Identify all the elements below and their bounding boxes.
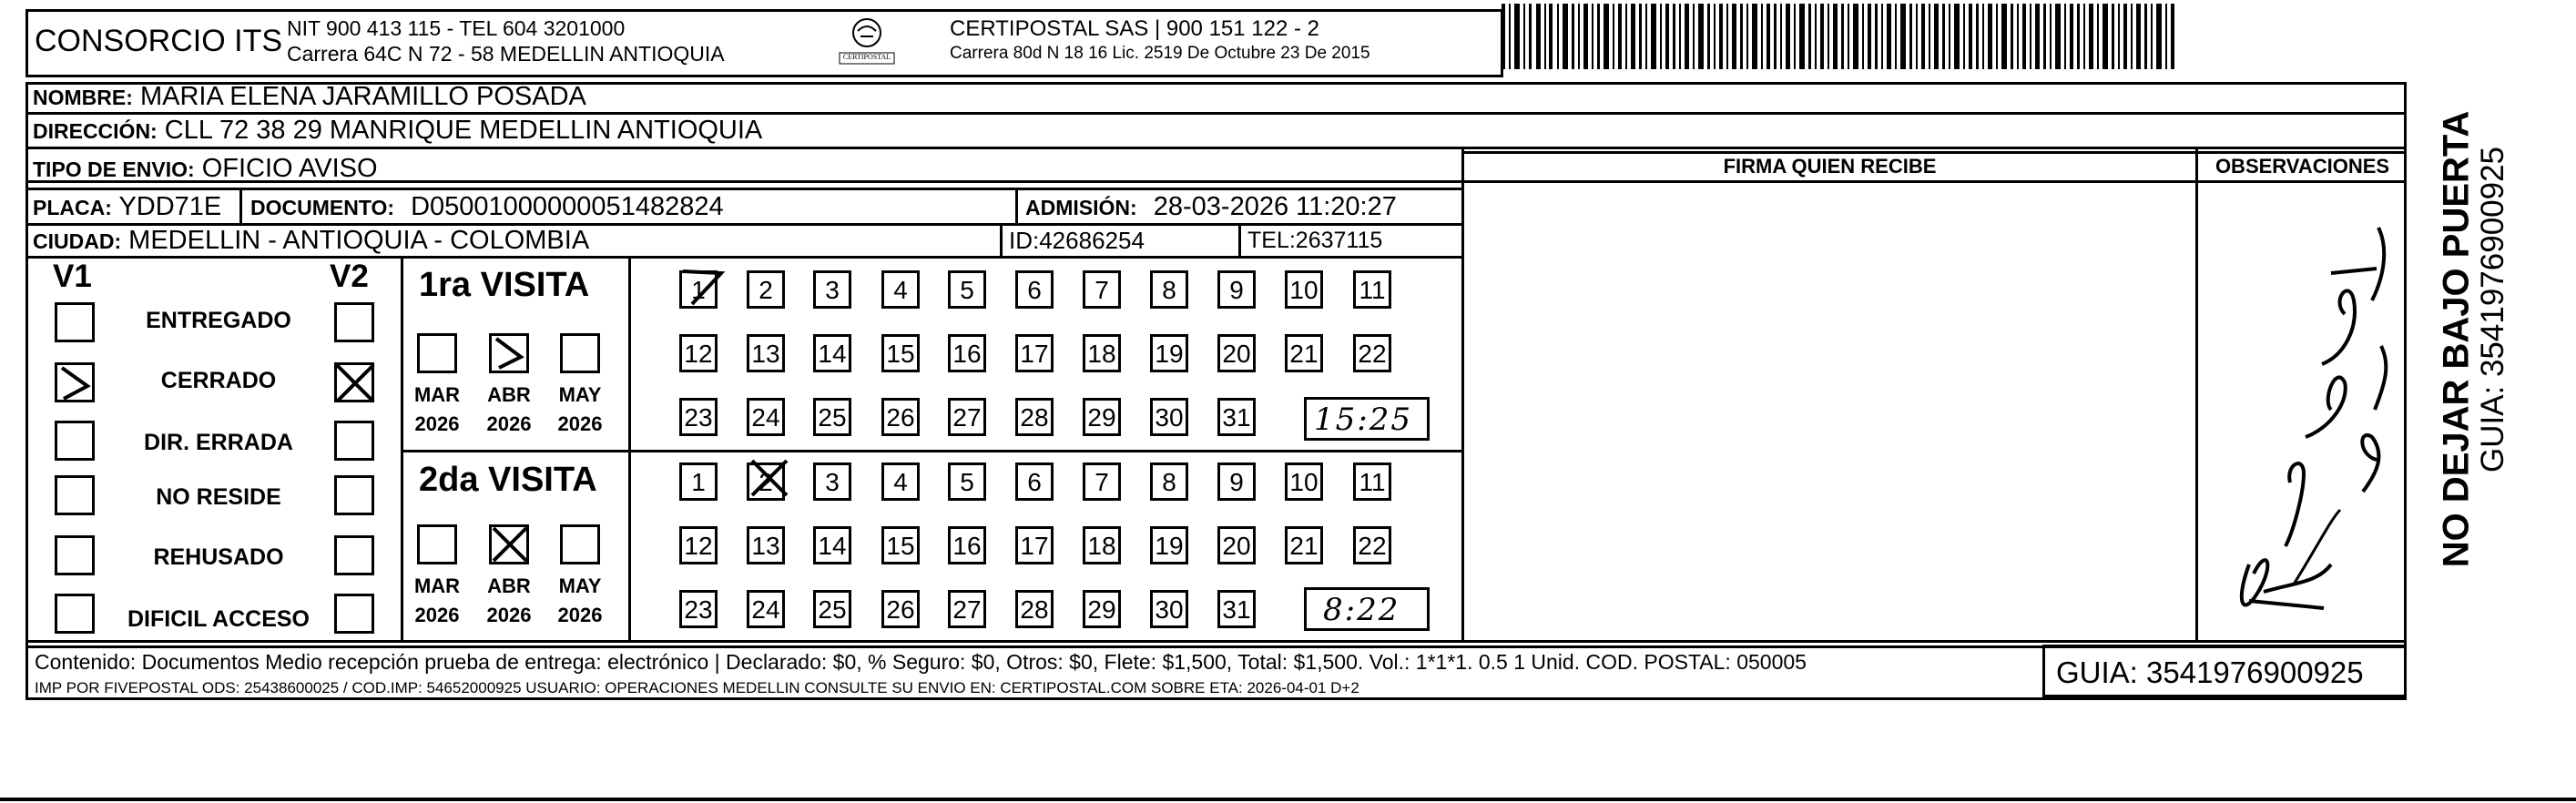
side-text (2411, 100, 2510, 610)
second-visit-month-abr: ABR (487, 574, 531, 597)
second-visit-day-12[interactable]: 12 (679, 526, 718, 564)
side-no-dejar: NO DEJAR BAJO PUERTA (2436, 110, 2477, 568)
ciudad-label: CIUDAD: (33, 229, 122, 253)
bottom-border (0, 798, 2576, 801)
first-visit-day-23[interactable]: 23 (679, 398, 718, 436)
v2-header: V2 (330, 259, 369, 294)
second-visit-day-18[interactable]: 18 (1083, 526, 1121, 564)
direccion-value: CLL 72 38 29 MANRIQUE MEDELLIN ANTIOQUIA (164, 116, 763, 145)
status-label-rehusado: REHUSADO (153, 544, 284, 570)
second-visit-month-mar: MAR (413, 574, 461, 597)
courier-name: CERTIPOSTAL SAS | 900 151 122 - 2 (950, 16, 1319, 41)
second-visit-day-7[interactable]: 7 (1083, 462, 1121, 501)
status-label-dificil-acceso: DIFICIL ACCESO (127, 606, 310, 632)
placa-label: PLACA: (33, 196, 112, 219)
placa-value: YDD71E (118, 192, 222, 221)
tipo-value: OFICIO AVISO (201, 154, 378, 183)
second-visit-day-15[interactable]: 15 (881, 526, 920, 564)
first-visit-year-may: 2026 (557, 412, 603, 435)
nombre-value: MARIA ELENA JARAMILLO POSADA (139, 82, 586, 111)
first-visit-day-7[interactable]: 7 (1083, 270, 1121, 309)
second-visit-day-28[interactable]: 28 (1015, 590, 1054, 628)
second-visit-day-10[interactable]: 10 (1285, 462, 1323, 501)
second-visit-day-16[interactable]: 16 (948, 526, 986, 564)
courier-address: Carrera 80d N 18 16 Lic. 2519 De Octubre 23 De 2015 (950, 44, 1370, 63)
first-visit-day-2[interactable]: 2 (747, 270, 785, 309)
second-visit-day-21[interactable]: 21 (1285, 526, 1323, 564)
second-visit-day-1[interactable]: 1 (679, 462, 718, 501)
status-label-dir-errada: DIR. ERRADA (144, 430, 293, 455)
second-visit-year-may: 2026 (557, 604, 603, 626)
firma-header: FIRMA QUIEN RECIBE (1723, 155, 1937, 178)
first-visit-day-22[interactable]: 22 (1353, 334, 1391, 372)
second-visit-day-23[interactable]: 23 (679, 590, 718, 628)
second-visit-day-4[interactable]: 4 (881, 462, 920, 501)
first-visit-day-14[interactable]: 14 (813, 334, 851, 372)
first-visit-day-29[interactable]: 29 (1083, 398, 1121, 436)
status-label-entregado: ENTREGADO (146, 308, 291, 333)
second-visit-day-3[interactable]: 3 (813, 462, 851, 501)
first-visit-day-16[interactable]: 16 (948, 334, 986, 372)
second-visit-day-27[interactable]: 27 (948, 590, 986, 628)
second-visit-title: 2da VISITA (419, 461, 597, 499)
second-visit-day-19[interactable]: 19 (1150, 526, 1188, 564)
first-visit-day-5[interactable]: 5 (948, 270, 986, 309)
second-visit-day-2[interactable]: 2 (747, 462, 785, 501)
status-label-no-reside: NO RESIDE (156, 484, 281, 510)
documento-label: DOCUMENTO: (250, 196, 395, 219)
first-visit-day-24[interactable]: 24 (747, 398, 785, 436)
second-visit-day-25[interactable]: 25 (813, 590, 851, 628)
first-visit-day-6[interactable]: 6 (1015, 270, 1054, 309)
second-visit-day-30[interactable]: 30 (1150, 590, 1188, 628)
first-visit-day-13[interactable]: 13 (747, 334, 785, 372)
first-visit-day-28[interactable]: 28 (1015, 398, 1054, 436)
footer-guia: GUIA: 3541976900925 (2056, 656, 2364, 689)
first-visit-day-12[interactable]: 12 (679, 334, 718, 372)
admision-label: ADMISIÓN: (1025, 196, 1137, 219)
documento-value: D05001000000051482824 (411, 192, 724, 221)
footer-contenido: Contenido: Documentos Medio recepción prueba de entrega: electrónico | Declarado: $0, % Seguro: $0, Otros: $0, Flete: $1,500, Total: $1,500. Vol.: 1*1*1. 0.5 1 Unid. COD. POSTAL: 050005 (35, 650, 1807, 674)
second-visit-day-24[interactable]: 24 (747, 590, 785, 628)
first-visit-day-8[interactable]: 8 (1150, 270, 1188, 309)
first-visit-day-4[interactable]: 4 (881, 270, 920, 309)
company-name: CONSORCIO ITS (35, 24, 283, 58)
company-nit: NIT 900 413 115 - TEL 604 3201000 (287, 16, 626, 40)
first-visit-day-26[interactable]: 26 (881, 398, 920, 436)
first-visit-day-15[interactable]: 15 (881, 334, 920, 372)
second-visit-day-26[interactable]: 26 (881, 590, 920, 628)
certipostal-logo: CERTIPOSTAL (830, 15, 903, 69)
first-visit-title: 1ra VISITA (419, 266, 590, 304)
first-visit-time: 15:25 (1314, 402, 1412, 438)
second-visit-day-8[interactable]: 8 (1150, 462, 1188, 501)
tel-cell: TEL:2637115 (1247, 228, 1383, 253)
first-visit-day-19[interactable]: 19 (1150, 334, 1188, 372)
second-visit-day-11[interactable]: 11 (1353, 462, 1391, 501)
first-visit-day-11[interactable]: 11 (1353, 270, 1391, 309)
first-visit-day-21[interactable]: 21 (1285, 334, 1323, 372)
first-visit-day-17[interactable]: 17 (1015, 334, 1054, 372)
first-visit-day-20[interactable]: 20 (1217, 334, 1256, 372)
second-visit-time: 8:22 (1323, 592, 1400, 628)
first-visit-day-31[interactable]: 31 (1217, 398, 1256, 436)
admision-value: 28-03-2026 11:20:27 (1153, 192, 1397, 221)
tipo-label: TIPO DE ENVIO: (33, 158, 195, 181)
id-cell: ID:42686254 (1009, 227, 1145, 254)
first-visit-month-may: MAY (558, 383, 602, 406)
company-address: Carrera 64C N 72 - 58 MEDELLIN ANTIOQUIA (287, 42, 725, 66)
second-visit-year-abr: 2026 (486, 604, 532, 626)
nombre-label: NOMBRE: (33, 86, 133, 109)
second-visit-day-6[interactable]: 6 (1015, 462, 1054, 501)
second-visit-day-17[interactable]: 17 (1015, 526, 1054, 564)
second-visit-day-20[interactable]: 20 (1217, 526, 1256, 564)
first-visit-month-abr: ABR (487, 383, 531, 406)
first-visit-day-18[interactable]: 18 (1083, 334, 1121, 372)
footer-imp: IMP POR FIVEPOSTAL ODS: 25438600025 / COD.IMP: 54652000925 USUARIO: OPERACIONES MEDELLIN CONSULTE SU ENVIO EN: CERTIPOSTAL.COM SOBRE ETA: 2026-04-01 D+2 (35, 679, 1359, 696)
second-visit-month-may: MAY (558, 574, 602, 597)
first-visit-day-1[interactable]: 1 (679, 270, 718, 309)
first-visit-day-27[interactable]: 27 (948, 398, 986, 436)
first-visit-day-3[interactable]: 3 (813, 270, 851, 309)
first-visit-day-25[interactable]: 25 (813, 398, 851, 436)
first-visit-month-mar: MAR (413, 383, 461, 406)
second-visit-day-5[interactable]: 5 (948, 462, 986, 501)
second-visit-day-29[interactable]: 29 (1083, 590, 1121, 628)
v1-header: V1 (53, 259, 92, 294)
second-visit-day-14[interactable]: 14 (813, 526, 851, 564)
ciudad-value: MEDELLIN - ANTIOQUIA - COLOMBIA (128, 226, 590, 255)
second-visit-day-31[interactable]: 31 (1217, 590, 1256, 628)
first-visit-day-30[interactable]: 30 (1150, 398, 1188, 436)
first-visit-day-9[interactable]: 9 (1217, 270, 1256, 309)
status-label-cerrado: CERRADO (160, 368, 277, 393)
second-visit-day-13[interactable]: 13 (747, 526, 785, 564)
second-visit-day-9[interactable]: 9 (1217, 462, 1256, 501)
first-visit-year-mar: 2026 (414, 412, 460, 435)
second-visit-year-mar: 2026 (414, 604, 460, 626)
direccion-label: DIRECCIÓN: (33, 119, 158, 143)
observaciones-header: OBSERVACIONES (2215, 155, 2390, 178)
first-visit-year-abr: 2026 (486, 412, 532, 435)
first-visit-day-10[interactable]: 10 (1285, 270, 1323, 309)
second-visit-day-22[interactable]: 22 (1353, 526, 1391, 564)
side-guia: GUIA: 3541976900925 (2475, 146, 2510, 473)
